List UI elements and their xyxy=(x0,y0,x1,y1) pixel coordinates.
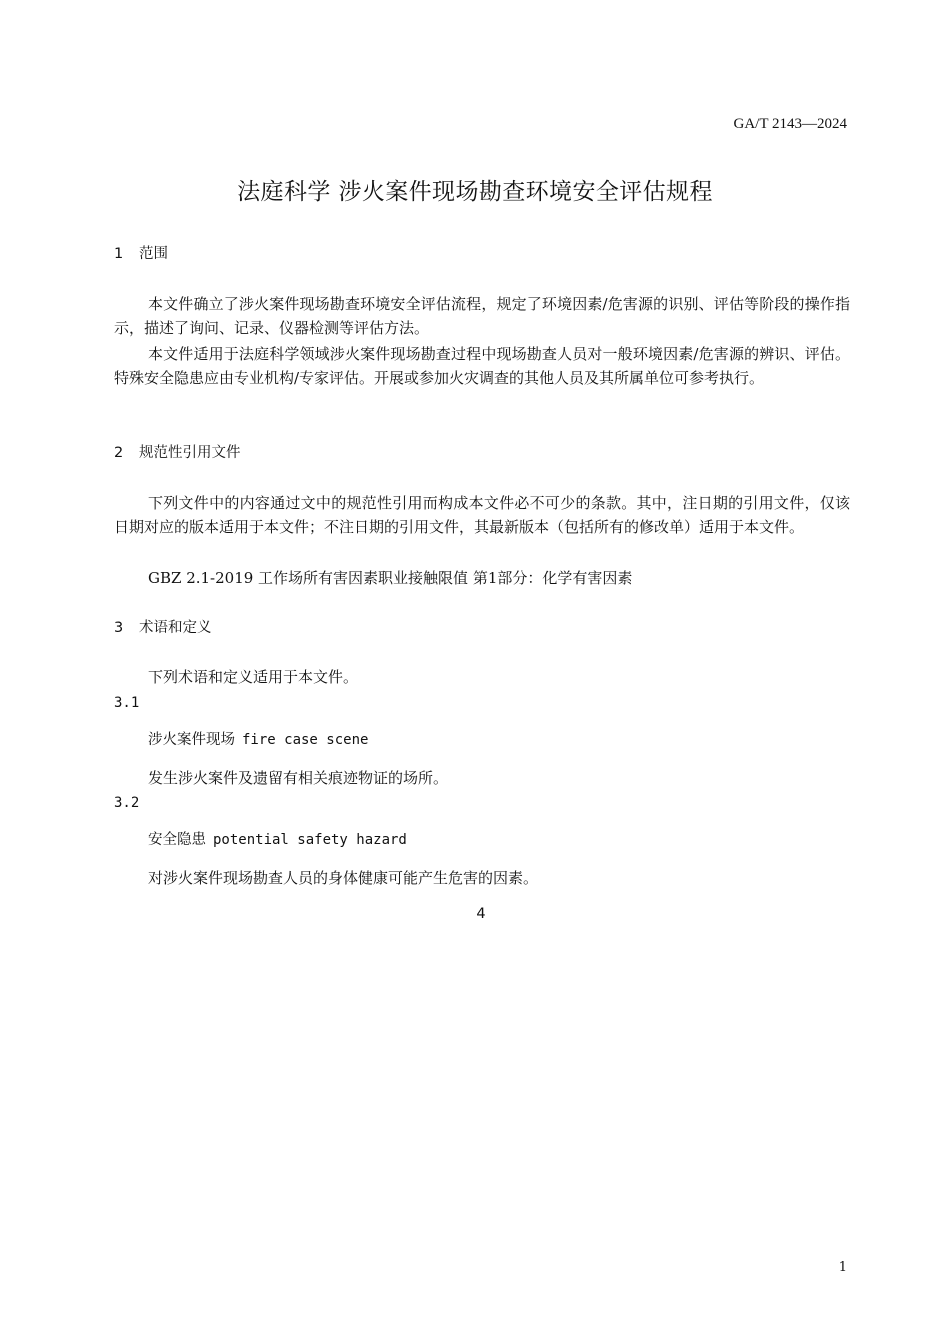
section-title: 术语和定义 xyxy=(139,620,212,636)
section-1-heading xyxy=(114,244,168,264)
term-definition: 对涉火案件现场勘查人员的身体健康可能产生危害的因素。 xyxy=(148,869,539,887)
term-chinese: 涉火案件现场 xyxy=(148,732,235,748)
term-english: fire case scene xyxy=(242,732,369,748)
section-title: 范围 xyxy=(139,246,168,262)
section-2-heading xyxy=(114,443,241,463)
normative-reference: GBZ 2.1-2019 工作场所有害因素职业接触限值 第1部分：化学有害因素 xyxy=(148,569,633,587)
term-entry xyxy=(148,830,407,850)
section-title: 规范性引用文件 xyxy=(139,445,241,461)
section-3-heading xyxy=(114,618,212,638)
page-number: 1 xyxy=(838,1260,847,1275)
section-1-paragraph-1: 本文件确立了涉火案件现场勘查环境安全评估流程，规定了环境因素/危害源的识别、评估等阶段的操作指示，描述了询问、记录、仪器检测等评估方法。 xyxy=(114,295,850,337)
term-number: 3.2 xyxy=(114,795,140,811)
document-title: 法庭科学 涉火案件现场勘查环境安全评估规程 xyxy=(237,179,713,205)
section-1-paragraph-2: 本文件适用于法庭科学领域涉火案件现场勘查过程中现场勘查人员对一般环境因素/危害源的辨识、评估。特殊安全隐患应由专业机构/专家评估。开展或参加火灾调查的其他人员及其所属单位可参考执行。 xyxy=(114,345,850,387)
section-number: 1 xyxy=(114,246,124,262)
term-entry xyxy=(148,730,368,750)
section-3-intro: 下列术语和定义适用于本文件。 xyxy=(148,668,359,686)
section-number: 2 xyxy=(114,445,124,461)
document-code: GA/T 2143—2024 xyxy=(733,116,847,132)
section-number: 3 xyxy=(114,620,124,636)
term-chinese: 安全隐患 xyxy=(148,832,206,848)
mid-page-number: 4 xyxy=(476,906,486,922)
section-2-paragraph-1: 下列文件中的内容通过文中的规范性引用而构成本文件必不可少的条款。其中，注日期的引用文件，仅该日期对应的版本适用于本文件；不注日期的引用文件，其最新版本（包括所有的修改单）适用于本文件。 xyxy=(114,494,850,536)
term-number: 3.1 xyxy=(114,695,140,711)
term-definition: 发生涉火案件及遗留有相关痕迹物证的场所。 xyxy=(148,769,449,787)
term-english: potential safety hazard xyxy=(213,832,407,848)
